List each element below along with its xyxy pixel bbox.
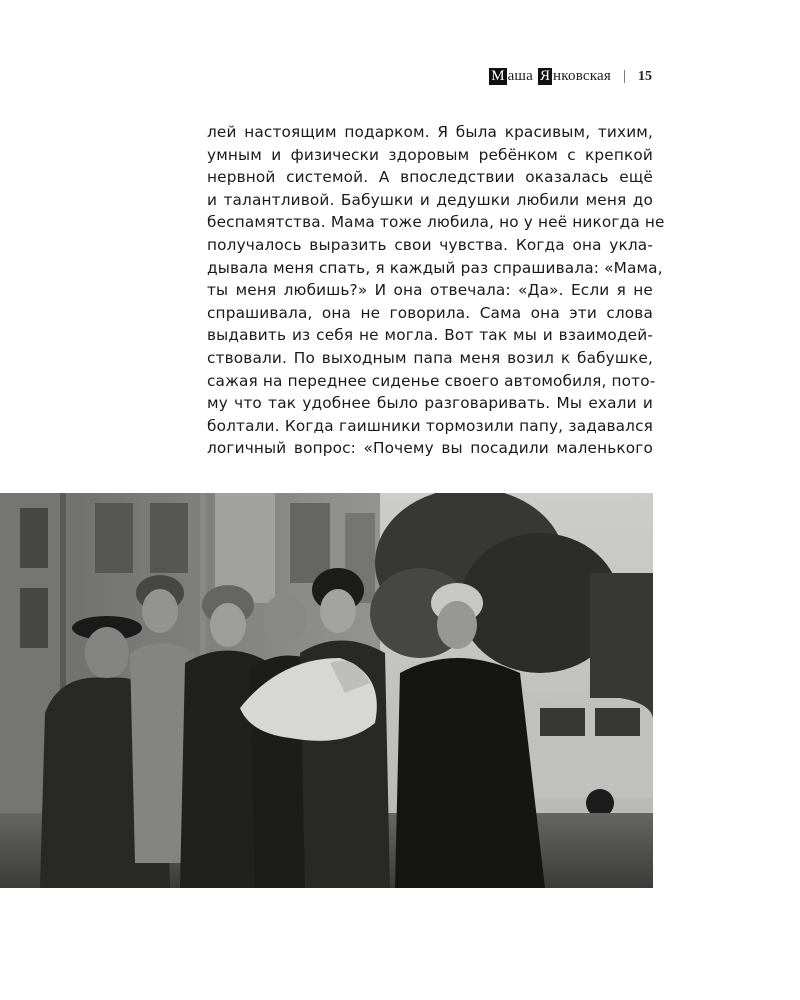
- author-last-name-rest: нковская: [553, 68, 611, 84]
- header-separator: |: [622, 68, 626, 84]
- text-line: нервной системой. А впоследствии оказалась ещё: [207, 168, 653, 187]
- text-line: беспамятства. Мама тоже любила, но у неё никогда не: [207, 213, 665, 232]
- text-line: ты меня любишь?» И она отвечала: «Да». Если я не: [207, 281, 653, 300]
- text-line: спрашивала, она не говорила. Сама она эти слова: [207, 303, 653, 322]
- family-photo: [0, 493, 653, 888]
- author-last-initial: Я: [540, 68, 551, 84]
- body-paragraph: [207, 121, 665, 460]
- text-line: ствовали. По выходным папа меня возил к бабушке,: [207, 348, 653, 367]
- text-line: умным и физически здоровым ребёнком с крепкой: [207, 145, 653, 164]
- text-line: получалось выразить свои чувства. Когда она укла-: [207, 235, 653, 254]
- text-line: лей настоящим подарком. Я была красивым, тихим,: [207, 123, 653, 141]
- text-line: му что так удобнее было разговаривать. Мы ехали и: [207, 394, 653, 413]
- author-first-name-rest: аша: [507, 68, 534, 84]
- text-line: логичный вопрос: «Почему вы посадили маленького: [207, 439, 653, 458]
- page-number: 15: [638, 68, 652, 84]
- text-line: выдавить из себя не могла. Вот так мы и взаимодей-: [207, 326, 653, 345]
- text-line: дывала меня спать, я каждый раз спрашивала: «Мама,: [207, 258, 663, 277]
- text-line: и талантливой. Бабушки и дедушки любили меня до: [207, 190, 653, 209]
- text-line: сажая на переднее сиденье своего автомобиля, пото-: [207, 371, 656, 390]
- author-first-initial: М: [491, 68, 505, 84]
- running-header: [489, 68, 652, 85]
- text-line: болтали. Когда гаишники тормозили папу, задавался: [207, 416, 653, 435]
